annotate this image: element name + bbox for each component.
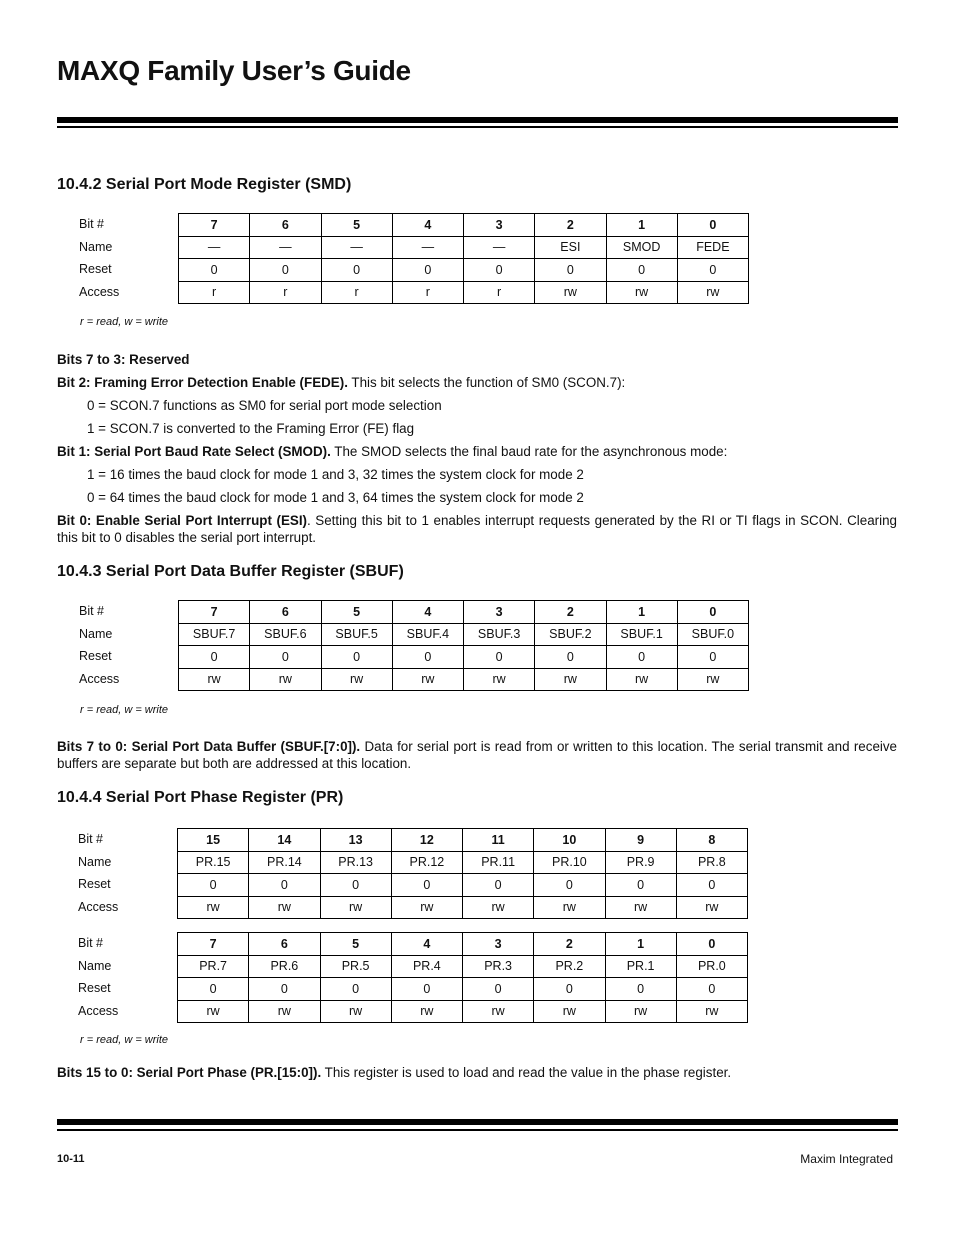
pr-low-register-table bbox=[75, 932, 748, 1023]
register-row-names bbox=[179, 623, 749, 646]
pr-legend: r = read, w = write bbox=[80, 1034, 169, 1046]
smd-smod-paragraph bbox=[57, 443, 897, 460]
reset-value-cell: 0 bbox=[391, 874, 462, 897]
bit-name-cell: SBUF.4 bbox=[392, 623, 463, 646]
access-type-cell: rw bbox=[320, 1000, 391, 1023]
access-type-cell: r bbox=[392, 281, 463, 304]
smd-esi-text: . Setting this bit to 1 enables interrupt requests generated by the RI or TI flags in SCON. Clearing this bit to 0 disables the serial port interrupt. bbox=[57, 513, 897, 545]
reset-value-cell: 0 bbox=[535, 646, 606, 669]
register-row-names bbox=[178, 955, 748, 978]
footer-rule-thin bbox=[57, 1129, 898, 1131]
bit-name-cell: PR.6 bbox=[249, 955, 320, 978]
smd-fede-lead: Bit 2: Framing Error Detection Enable (FEDE). bbox=[57, 375, 348, 390]
smd-smod-option-1: 1 = 16 times the baud clock for mode 1 and 3, 32 times the system clock for mode 2 bbox=[87, 467, 584, 482]
smd-fede-text: This bit selects the function of SM0 (SCON.7): bbox=[347, 375, 626, 390]
pr-high-bit-table bbox=[177, 828, 748, 919]
register-row-bits bbox=[179, 214, 749, 237]
bit-number-cell: 1 bbox=[605, 933, 676, 956]
reset-value-cell: 0 bbox=[534, 978, 605, 1001]
pr-low-row-labels bbox=[75, 932, 177, 1023]
reset-value-cell: 0 bbox=[463, 874, 534, 897]
bit-name-cell: SMOD bbox=[606, 236, 677, 259]
bit-number-cell: 5 bbox=[321, 601, 392, 624]
access-type-cell: rw bbox=[463, 1000, 534, 1023]
bit-name-cell: SBUF.5 bbox=[321, 623, 392, 646]
bit-name-cell: PR.0 bbox=[676, 955, 747, 978]
bit-number-cell: 0 bbox=[676, 933, 747, 956]
bit-number-cell: 3 bbox=[463, 933, 534, 956]
reset-value-cell: 0 bbox=[677, 646, 748, 669]
bit-number-cell: 6 bbox=[250, 214, 321, 237]
access-type-cell: rw bbox=[250, 668, 321, 691]
bit-number-cell: 10 bbox=[534, 829, 605, 852]
bit-number-cell: 3 bbox=[464, 214, 535, 237]
pr-paragraph bbox=[57, 1064, 897, 1081]
bit-number-cell: 4 bbox=[391, 933, 462, 956]
access-type-cell: rw bbox=[463, 896, 534, 919]
smd-reserved-lead: Bits 7 to 3: Reserved bbox=[57, 352, 190, 367]
sbuf-register-table bbox=[76, 600, 749, 691]
bit-number-cell: 5 bbox=[320, 933, 391, 956]
row-label: Bit # bbox=[79, 217, 105, 231]
register-row-reset bbox=[178, 978, 748, 1001]
access-type-cell: rw bbox=[676, 1000, 747, 1023]
smd-register-table bbox=[76, 213, 749, 304]
bit-name-cell: ESI bbox=[535, 236, 606, 259]
access-type-cell: rw bbox=[391, 1000, 462, 1023]
row-label: Name bbox=[79, 626, 113, 641]
sbuf-text: Data for serial port is read from or written to this location. The serial transmit and receive buffers are separate but both are addressed at this location. bbox=[57, 739, 898, 771]
access-type-cell: r bbox=[179, 281, 250, 304]
register-row-names bbox=[179, 236, 749, 259]
bit-number-cell: 6 bbox=[250, 601, 321, 624]
bit-number-cell: 0 bbox=[677, 214, 748, 237]
access-type-cell: r bbox=[250, 281, 321, 304]
reset-value-cell: 0 bbox=[179, 646, 250, 669]
reset-value-cell: 0 bbox=[178, 874, 249, 897]
bit-name-cell: — bbox=[250, 236, 321, 259]
register-row-access bbox=[178, 896, 748, 919]
smd-heading: 10.4.2 Serial Port Mode Register (SMD) bbox=[57, 176, 352, 193]
access-type-cell: rw bbox=[179, 668, 250, 691]
smd-esi-paragraph bbox=[57, 512, 897, 546]
register-row-names bbox=[178, 851, 748, 874]
access-type-cell: rw bbox=[392, 668, 463, 691]
access-type-cell: rw bbox=[320, 896, 391, 919]
access-type-cell: rw bbox=[464, 668, 535, 691]
sbuf-heading: 10.4.3 Serial Port Data Buffer Register (SBUF) bbox=[57, 563, 404, 580]
bit-name-cell: SBUF.0 bbox=[677, 623, 748, 646]
row-label: Access bbox=[78, 1003, 119, 1018]
smd-bit-table bbox=[178, 213, 749, 304]
reset-value-cell: 0 bbox=[464, 646, 535, 669]
bit-number-cell: 1 bbox=[606, 601, 677, 624]
reset-value-cell: 0 bbox=[178, 978, 249, 1001]
bit-name-cell: PR.12 bbox=[391, 851, 462, 874]
page-number: 10-11 bbox=[57, 1153, 85, 1165]
pr-heading: 10.4.4 Serial Port Phase Register (PR) bbox=[57, 789, 344, 806]
reset-value-cell: 0 bbox=[605, 874, 676, 897]
reset-value-cell: 0 bbox=[464, 259, 535, 282]
access-type-cell: rw bbox=[178, 896, 249, 919]
access-type-cell: rw bbox=[249, 896, 320, 919]
access-type-cell: rw bbox=[676, 896, 747, 919]
register-row-bits bbox=[179, 601, 749, 624]
bit-number-cell: 14 bbox=[249, 829, 320, 852]
access-type-cell: rw bbox=[321, 668, 392, 691]
bit-number-cell: 8 bbox=[676, 829, 747, 852]
sbuf-paragraph bbox=[57, 738, 897, 772]
bit-number-cell: 6 bbox=[249, 933, 320, 956]
row-label: Reset bbox=[79, 262, 112, 276]
bit-number-cell: 2 bbox=[534, 933, 605, 956]
header-rule-thick bbox=[57, 117, 898, 123]
bit-number-cell: 7 bbox=[178, 933, 249, 956]
access-type-cell: rw bbox=[391, 896, 462, 919]
row-label: Name bbox=[79, 239, 113, 254]
row-label: Name bbox=[78, 854, 112, 869]
reset-value-cell: 0 bbox=[676, 874, 747, 897]
bit-name-cell: PR.15 bbox=[178, 851, 249, 874]
smd-smod-option-0: 0 = 64 times the baud clock for mode 1 and 3, 64 times the system clock for mode 2 bbox=[87, 490, 584, 505]
access-type-cell: rw bbox=[677, 668, 748, 691]
bit-number-cell: 4 bbox=[392, 601, 463, 624]
bit-number-cell: 1 bbox=[606, 214, 677, 237]
register-row-access bbox=[179, 281, 749, 304]
row-label: Bit # bbox=[79, 604, 105, 618]
bit-name-cell: PR.8 bbox=[676, 851, 747, 874]
reset-value-cell: 0 bbox=[463, 978, 534, 1001]
company-name: Maxim Integrated bbox=[800, 1152, 893, 1166]
bit-name-cell: PR.9 bbox=[605, 851, 676, 874]
bit-name-cell: PR.14 bbox=[249, 851, 320, 874]
reset-value-cell: 0 bbox=[249, 978, 320, 1001]
bit-name-cell: — bbox=[321, 236, 392, 259]
reset-value-cell: 0 bbox=[392, 646, 463, 669]
reset-value-cell: 0 bbox=[535, 259, 606, 282]
smd-esi-lead: Bit 0: Enable Serial Port Interrupt (ESI) bbox=[57, 513, 307, 528]
smd-smod-lead: Bit 1: Serial Port Baud Rate Select (SMOD). bbox=[57, 444, 331, 459]
bit-number-cell: 2 bbox=[535, 601, 606, 624]
reset-value-cell: 0 bbox=[320, 978, 391, 1001]
footer-rule-thick bbox=[57, 1119, 898, 1125]
bit-name-cell: — bbox=[179, 236, 250, 259]
sbuf-row-labels bbox=[76, 600, 178, 691]
bit-number-cell: 7 bbox=[179, 214, 250, 237]
access-type-cell: rw bbox=[606, 281, 677, 304]
pr-high-register-table bbox=[75, 828, 748, 919]
access-type-cell: rw bbox=[178, 1000, 249, 1023]
bit-number-cell: 2 bbox=[535, 214, 606, 237]
smd-fede-option-0: 0 = SCON.7 functions as SM0 for serial port mode selection bbox=[87, 398, 442, 413]
access-type-cell: r bbox=[464, 281, 535, 304]
row-label: Bit # bbox=[78, 936, 104, 950]
register-row-reset bbox=[179, 646, 749, 669]
access-type-cell: rw bbox=[535, 668, 606, 691]
bit-name-cell: — bbox=[464, 236, 535, 259]
row-label: Name bbox=[78, 958, 112, 973]
bit-name-cell: PR.13 bbox=[320, 851, 391, 874]
access-type-cell: rw bbox=[605, 1000, 676, 1023]
access-type-cell: rw bbox=[605, 896, 676, 919]
pr-high-row-labels bbox=[75, 828, 177, 919]
row-label: Bit # bbox=[78, 832, 104, 846]
register-row-reset bbox=[179, 259, 749, 282]
reset-value-cell: 0 bbox=[677, 259, 748, 282]
bit-name-cell: FEDE bbox=[677, 236, 748, 259]
register-row-bits bbox=[178, 829, 748, 852]
bit-number-cell: 5 bbox=[321, 214, 392, 237]
reset-value-cell: 0 bbox=[606, 646, 677, 669]
smd-legend: r = read, w = write bbox=[80, 316, 169, 328]
bit-name-cell: PR.4 bbox=[391, 955, 462, 978]
bit-number-cell: 9 bbox=[605, 829, 676, 852]
register-row-bits bbox=[178, 933, 748, 956]
bit-name-cell: — bbox=[392, 236, 463, 259]
reset-value-cell: 0 bbox=[320, 874, 391, 897]
reset-value-cell: 0 bbox=[676, 978, 747, 1001]
sbuf-lead: Bits 7 to 0: Serial Port Data Buffer (SBUF.[7:0]). bbox=[57, 739, 361, 754]
access-type-cell: r bbox=[321, 281, 392, 304]
bit-number-cell: 12 bbox=[391, 829, 462, 852]
row-label: Access bbox=[78, 899, 119, 914]
smd-fede-paragraph bbox=[57, 374, 897, 391]
reset-value-cell: 0 bbox=[179, 259, 250, 282]
sbuf-bit-table bbox=[178, 600, 749, 691]
row-label: Access bbox=[79, 284, 120, 299]
smd-row-labels bbox=[76, 213, 178, 304]
reset-value-cell: 0 bbox=[250, 646, 321, 669]
bit-name-cell: SBUF.3 bbox=[464, 623, 535, 646]
bit-name-cell: SBUF.6 bbox=[250, 623, 321, 646]
bit-name-cell: SBUF.1 bbox=[606, 623, 677, 646]
bit-name-cell: PR.11 bbox=[463, 851, 534, 874]
register-row-access bbox=[179, 668, 749, 691]
row-label: Reset bbox=[78, 877, 111, 891]
bit-name-cell: PR.2 bbox=[534, 955, 605, 978]
smd-reserved-text bbox=[57, 351, 897, 368]
reset-value-cell: 0 bbox=[249, 874, 320, 897]
bit-name-cell: PR.7 bbox=[178, 955, 249, 978]
bit-number-cell: 4 bbox=[392, 214, 463, 237]
access-type-cell: rw bbox=[534, 1000, 605, 1023]
row-label: Reset bbox=[78, 981, 111, 995]
reset-value-cell: 0 bbox=[250, 259, 321, 282]
row-label: Reset bbox=[79, 649, 112, 663]
reset-value-cell: 0 bbox=[392, 259, 463, 282]
reset-value-cell: 0 bbox=[534, 874, 605, 897]
access-type-cell: rw bbox=[249, 1000, 320, 1023]
reset-value-cell: 0 bbox=[605, 978, 676, 1001]
smd-fede-option-1: 1 = SCON.7 is converted to the Framing Error (FE) flag bbox=[87, 421, 415, 436]
reset-value-cell: 0 bbox=[606, 259, 677, 282]
row-label: Access bbox=[79, 671, 120, 686]
reset-value-cell: 0 bbox=[321, 646, 392, 669]
bit-name-cell: PR.5 bbox=[320, 955, 391, 978]
access-type-cell: rw bbox=[677, 281, 748, 304]
bit-number-cell: 0 bbox=[677, 601, 748, 624]
document-title: MAXQ Family User’s Guide bbox=[57, 55, 411, 86]
reset-value-cell: 0 bbox=[391, 978, 462, 1001]
sbuf-legend: r = read, w = write bbox=[80, 704, 169, 716]
access-type-cell: rw bbox=[606, 668, 677, 691]
bit-number-cell: 13 bbox=[320, 829, 391, 852]
bit-name-cell: SBUF.7 bbox=[179, 623, 250, 646]
access-type-cell: rw bbox=[535, 281, 606, 304]
bit-number-cell: 15 bbox=[178, 829, 249, 852]
pr-low-bit-table bbox=[177, 932, 748, 1023]
pr-lead: Bits 15 to 0: Serial Port Phase (PR.[15:0]). bbox=[57, 1065, 322, 1080]
bit-number-cell: 7 bbox=[179, 601, 250, 624]
header-rule-thin bbox=[57, 126, 898, 128]
register-row-access bbox=[178, 1000, 748, 1023]
reset-value-cell: 0 bbox=[321, 259, 392, 282]
register-row-reset bbox=[178, 874, 748, 897]
bit-name-cell: PR.3 bbox=[463, 955, 534, 978]
bit-number-cell: 3 bbox=[464, 601, 535, 624]
smd-smod-text: The SMOD selects the final baud rate for the asynchronous mode: bbox=[330, 444, 728, 459]
pr-text: This register is used to load and read the value in the phase register. bbox=[321, 1065, 732, 1080]
bit-number-cell: 11 bbox=[463, 829, 534, 852]
bit-name-cell: PR.1 bbox=[605, 955, 676, 978]
access-type-cell: rw bbox=[534, 896, 605, 919]
bit-name-cell: PR.10 bbox=[534, 851, 605, 874]
bit-name-cell: SBUF.2 bbox=[535, 623, 606, 646]
